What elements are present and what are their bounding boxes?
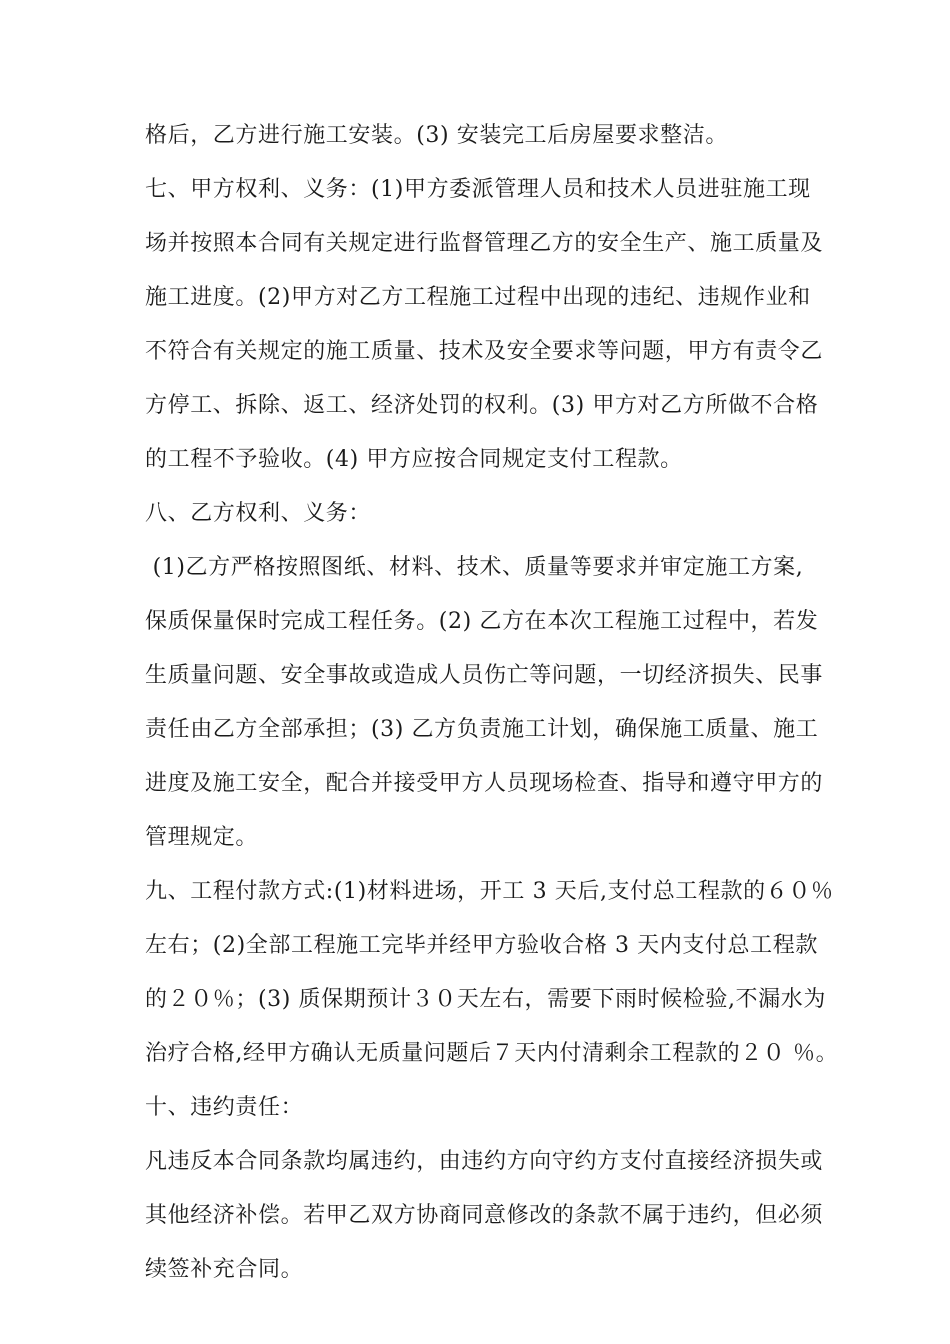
text-line: 的２０％；(3) 质保期预计３０天左右，需要下雨时候检验,不漏水为 bbox=[145, 987, 826, 1012]
text-line: 进度及施工安全，配合并接受甲方人员现场检查、指导和遵守甲方的 bbox=[145, 771, 824, 796]
text-line: 治疗合格,经甲方确认无质量问题后７天内付清剩余工程款的２０ ％。 bbox=[145, 1041, 839, 1066]
text-line: 施工进度。(2)甲方对乙方工程施工过程中出现的违纪、违规作业和 bbox=[145, 285, 811, 310]
text-line: 的工程不予验收。(4) 甲方应按合同规定支付工程款。 bbox=[145, 447, 683, 472]
text-line: 保质保量保时完成工程任务。(2) 乙方在本次工程施工过程中，若发 bbox=[145, 609, 819, 634]
section-heading: 十、违约责任： bbox=[145, 1095, 304, 1120]
text-line: 管理规定。 bbox=[145, 825, 259, 850]
text-line: 凡违反本合同条款均属违约，由违约方向守约方支付直接经济损失或 bbox=[145, 1149, 824, 1174]
text-line: 续签补充合同。 bbox=[145, 1257, 304, 1282]
text-line: 责任由乙方全部承担；(3) 乙方负责施工计划，确保施工质量、施工 bbox=[145, 717, 819, 742]
section-heading: 八、乙方权利、义务： bbox=[145, 501, 372, 526]
text-line: 九、工程付款方式:(1)材料进场，开工 3 天后,支付总工程款的６０％ bbox=[145, 879, 834, 904]
text-line: 场并按照本合同有关规定进行监督管理乙方的安全生产、施工质量及 bbox=[145, 231, 824, 256]
text-line: 不符合有关规定的施工质量、技术及安全要求等问题，甲方有责令乙 bbox=[145, 339, 824, 364]
text-line: 方停工、拆除、返工、经济处罚的权利。(3) 甲方对乙方所做不合格 bbox=[145, 393, 819, 418]
text-line: 格后，乙方进行施工安装。(3) 安装完工后房屋要求整洁。 bbox=[145, 123, 728, 148]
text-line: 生质量问题、安全事故或造成人员伤亡等问题，一切经济损失、民事 bbox=[145, 663, 824, 688]
text-line: 七、甲方权利、义务：(1)甲方委派管理人员和技术人员进驻施工现 bbox=[145, 177, 811, 202]
text-line: 左右；(2)全部工程施工完毕并经甲方验收合格 3 天内支付总工程款 bbox=[145, 933, 818, 958]
text-line: (1)乙方严格按照图纸、材料、技术、质量等要求并审定施工方案, bbox=[145, 555, 804, 580]
text-line: 其他经济补偿。若甲乙双方协商同意修改的条款不属于违约，但必须 bbox=[145, 1203, 824, 1228]
